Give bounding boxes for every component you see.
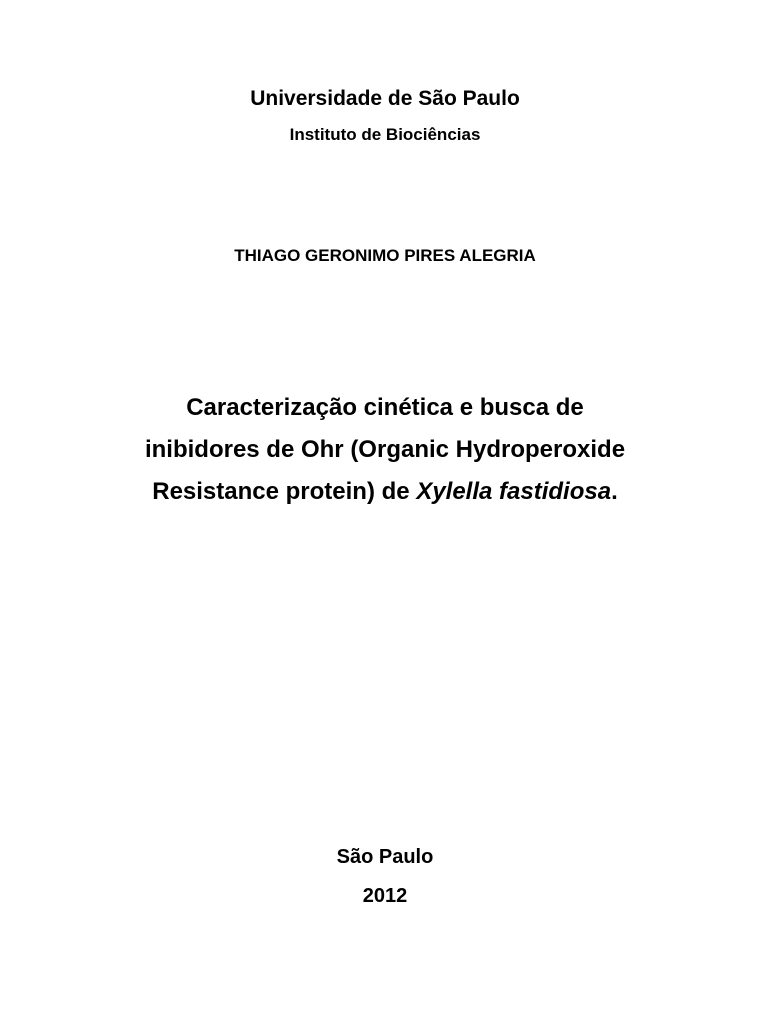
thesis-title-line-3 xyxy=(0,478,770,506)
thesis-title-line-1: Caracterização cinética e busca de xyxy=(186,394,584,421)
thesis-title-line-3-suffix: . xyxy=(611,478,618,505)
year: 2012 xyxy=(362,885,408,907)
species-name: Xylella fastidiosa xyxy=(416,478,612,505)
thesis-title-line-3-prefix: Resistance protein) de xyxy=(152,478,417,505)
city: São Paulo xyxy=(336,846,434,868)
author-name: THIAGO GERONIMO PIRES ALEGRIA xyxy=(234,246,536,265)
institute-name: Instituto de Biociências xyxy=(289,125,481,144)
thesis-title-line-2: inibidores de Ohr (Organic Hydroperoxide xyxy=(144,436,626,463)
university-name: Universidade de São Paulo xyxy=(250,87,520,110)
